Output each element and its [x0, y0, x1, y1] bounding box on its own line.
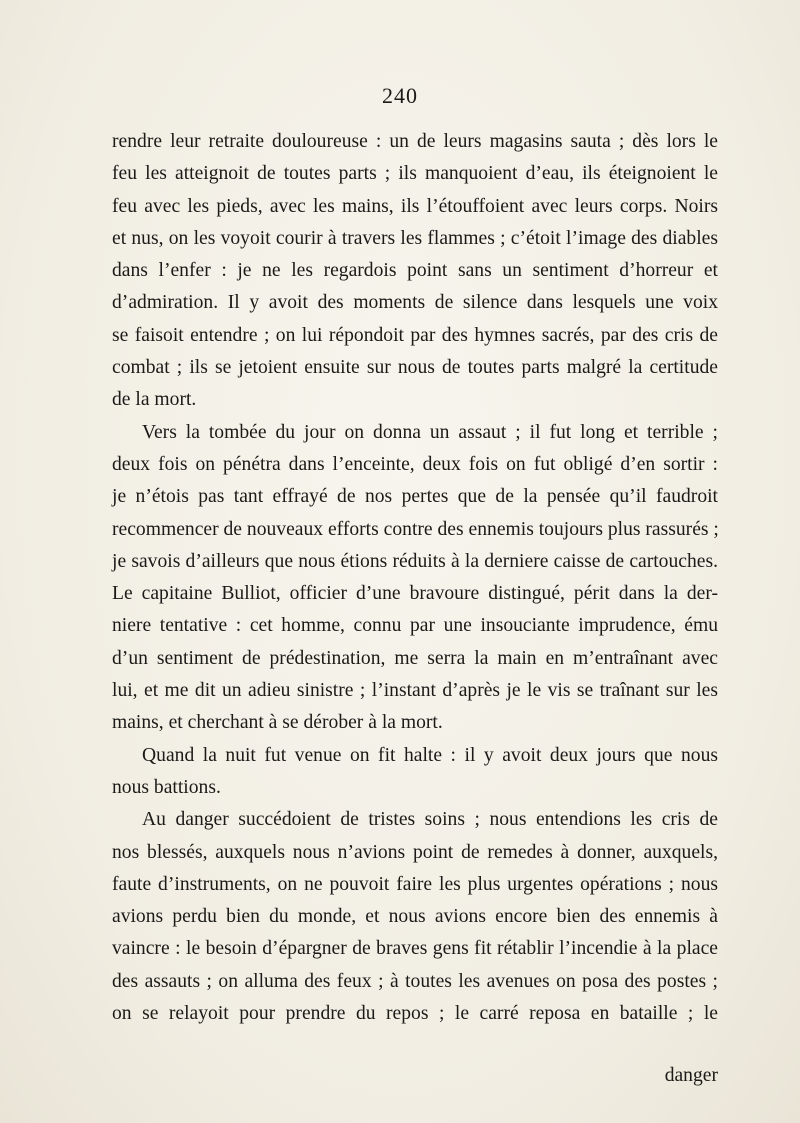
text-line: d’un sentiment de prédestination, me serra la main en m’entraînant avec [112, 647, 718, 669]
paragraph-first-line: Quand la nuit fut venue on fit halte : il y avoit deux jours que nous [142, 744, 718, 766]
text-line: et nus, on les voyoit courir à travers les flammes ; c’étoit l’image des diables [112, 227, 718, 249]
text-line: feu avec les pieds, avec les mains, ils l’étouffoient avec leurs corps. Noirs [112, 195, 718, 217]
text-line: lui, et me dit un adieu sinistre ; l’instant d’après je le vis se traînant sur les [112, 680, 718, 702]
text-line: vaincre : le besoin d’épargner de braves gens fit rétablir l’incendie à la place [112, 938, 718, 960]
text-line: nous battions. [112, 776, 221, 798]
text-line: rendre leur retraite douloureuse : un de leurs magasins sauta ; dès lors le [112, 131, 718, 152]
text-line: mains, et cherchant à se dérober à la mort. [112, 712, 443, 734]
text-line: avions perdu bien du monde, et nous avions encore bien des ennemis à [112, 906, 718, 928]
text-line: deux fois on pénétra dans l’enceinte, deux fois on fut obligé d’en sortir : [112, 453, 718, 475]
text-line: on se relayoit pour prendre du repos ; le carré reposa en bataille ; le [112, 1003, 718, 1025]
body-text [112, 126, 718, 1030]
catchword: danger [664, 1065, 718, 1086]
text-line: feu les atteignoit de toutes parts ; ils manquoient d’eau, ils éteignoient le [112, 163, 718, 185]
text-line: faute d’instruments, on ne pouvoit faire les plus urgentes opérations ; nous [112, 873, 718, 895]
text-line: d’admiration. Il y avoit des moments de silence dans lesquels une voix [112, 292, 718, 314]
text-line: des assauts ; on alluma des feux ; à toutes les avenues on posa des postes ; [112, 970, 718, 992]
text-line: nos blessés, auxquels nous n’avions point de remedes à donner, auxquels, [112, 841, 718, 863]
page-number: 240 [382, 83, 418, 108]
text-line: niere tentative : cet homme, connu par une insouciante imprudence, ému [112, 615, 718, 637]
text-line: je n’étois pas tant effrayé de nos pertes que de la pensée qu’il faudroit [112, 486, 718, 508]
text-line: de la mort. [112, 389, 197, 411]
paragraph-first-line: Au danger succédoient de tristes soins ; nous entendions les cris de [142, 809, 718, 831]
text-line: recommencer de nouveaux efforts contre des ennemis toujours plus rassurés ; [112, 518, 719, 540]
text-line: Le capitaine Bulliot, officier d’une bravoure distingué, périt dans la der- [112, 583, 718, 605]
paragraph-first-line: Vers la tombée du jour on donna un assaut ; il fut long et terrible ; [142, 421, 718, 443]
text-line: dans l’enfer : je ne les regardois point sans un sentiment d’horreur et [112, 260, 718, 282]
text-line: je savois d’ailleurs que nous étions réduits à la derniere caisse de cartouches. [112, 550, 718, 572]
text-line: combat ; ils se jetoient ensuite sur nous de toutes parts malgré la certitude [112, 357, 718, 379]
text-line: se faisoit entendre ; on lui répondoit par des hymnes sacrés, par des cris de [112, 324, 718, 346]
